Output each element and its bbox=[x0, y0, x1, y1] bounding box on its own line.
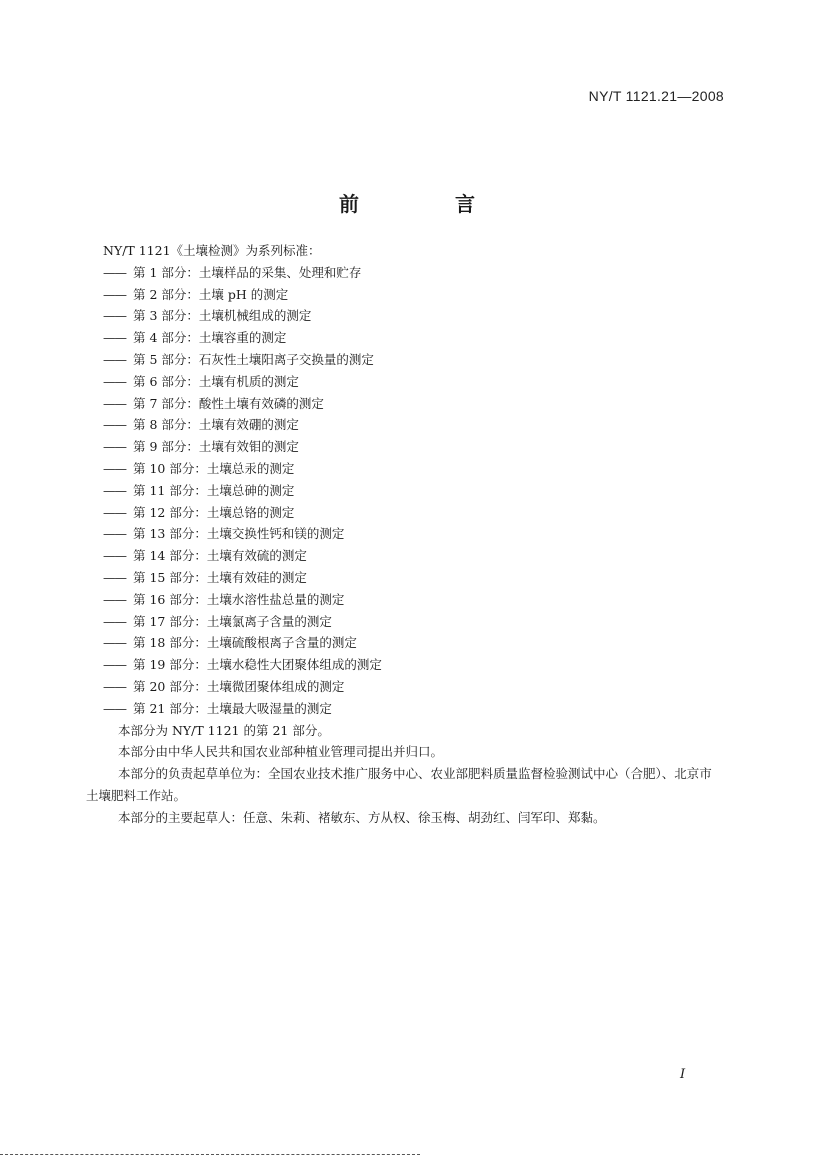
em-dash: —— bbox=[103, 591, 126, 607]
paragraph-drafting-units: 本部分的负责起草单位为：全国农业技术推广服务中心、农业部肥料质量监督检验测试中心（合肥）、北京市土壤肥料工作站。 bbox=[86, 766, 712, 803]
part-title: 第 9 部分：土壤有效钼的测定 bbox=[133, 439, 299, 455]
em-dash: —— bbox=[103, 264, 126, 280]
part-list-item bbox=[86, 654, 726, 676]
part-list-item bbox=[86, 305, 726, 327]
part-title: 第 19 部分：土壤水稳性大团聚体组成的测定 bbox=[133, 657, 382, 673]
part-title: 第 3 部分：土壤机械组成的测定 bbox=[133, 308, 312, 324]
part-title: 第 18 部分：土壤硫酸根离子含量的测定 bbox=[133, 635, 357, 651]
em-dash: —— bbox=[103, 460, 126, 476]
standard-code: NY/T 1121.21—2008 bbox=[588, 88, 724, 104]
part-title: 第 15 部分：土壤有效硅的测定 bbox=[133, 569, 307, 585]
part-title: 第 7 部分：酸性土壤有效磷的测定 bbox=[133, 395, 324, 411]
em-dash: —— bbox=[103, 351, 126, 367]
part-title: 第 20 部分：土壤微团聚体组成的测定 bbox=[133, 678, 345, 694]
part-list-item bbox=[86, 262, 726, 284]
part-title: 第 6 部分：土壤有机质的测定 bbox=[133, 373, 299, 389]
scan-edge-rule bbox=[0, 1154, 420, 1155]
part-list-item bbox=[86, 523, 726, 545]
em-dash: —— bbox=[103, 526, 126, 542]
part-title: 第 14 部分：土壤有效硫的测定 bbox=[133, 548, 307, 564]
part-list-item bbox=[86, 436, 726, 458]
part-list-item bbox=[86, 371, 726, 393]
document-body bbox=[86, 240, 726, 829]
em-dash: —— bbox=[103, 373, 126, 389]
part-list-item bbox=[86, 458, 726, 480]
part-title: 第 8 部分：土壤有效硼的测定 bbox=[133, 417, 299, 433]
em-dash: —— bbox=[103, 635, 126, 651]
em-dash: —— bbox=[103, 395, 126, 411]
em-dash: —— bbox=[103, 439, 126, 455]
em-dash: —— bbox=[103, 569, 126, 585]
part-list-item bbox=[86, 589, 726, 611]
part-title: 第 13 部分：土壤交换性钙和镁的测定 bbox=[133, 526, 345, 542]
em-dash: —— bbox=[103, 678, 126, 694]
em-dash: —— bbox=[103, 700, 126, 716]
part-list-item bbox=[86, 611, 726, 633]
em-dash: —— bbox=[103, 657, 126, 673]
part-list-item bbox=[86, 480, 726, 502]
em-dash: —— bbox=[103, 330, 126, 346]
part-title: 第 2 部分：土壤 pH 的测定 bbox=[133, 286, 289, 302]
part-title: 第 4 部分：土壤容重的测定 bbox=[133, 330, 287, 346]
part-list-item bbox=[86, 567, 726, 589]
paragraph-this-part: 本部分为 NY/T 1121 的第 21 部分。 bbox=[118, 722, 330, 738]
part-title: 第 16 部分：土壤水溶性盐总量的测定 bbox=[133, 591, 345, 607]
part-list-item bbox=[86, 502, 726, 524]
intro-line: NY/T 1121《土壤检测》为系列标准： bbox=[103, 243, 321, 258]
part-title: 第 12 部分：土壤总铬的测定 bbox=[133, 504, 295, 520]
part-title: 第 17 部分：土壤氯离子含量的测定 bbox=[133, 613, 332, 629]
part-list-item bbox=[86, 632, 726, 654]
part-list-item bbox=[86, 414, 726, 436]
part-list-item bbox=[86, 327, 726, 349]
part-title: 第 21 部分：土壤最大吸湿量的测定 bbox=[133, 700, 332, 716]
em-dash: —— bbox=[103, 482, 126, 498]
page-title: 前 言 bbox=[339, 192, 513, 216]
part-title: 第 10 部分：土壤总汞的测定 bbox=[133, 460, 295, 476]
page-number: I bbox=[680, 1067, 686, 1082]
part-list-item bbox=[86, 698, 726, 720]
em-dash: —— bbox=[103, 286, 126, 302]
paragraph-proposed-by: 本部分由中华人民共和国农业部种植业管理司提出并归口。 bbox=[118, 744, 444, 760]
paragraph-drafters: 本部分的主要起草人：任意、朱莉、褚敏东、方从权、徐玉梅、胡劲红、闫军印、郑黏。 bbox=[118, 809, 606, 825]
em-dash: —— bbox=[103, 417, 126, 433]
part-list-item bbox=[86, 676, 726, 698]
part-list-item bbox=[86, 349, 726, 371]
part-title: 第 11 部分：土壤总砷的测定 bbox=[133, 482, 295, 498]
part-list-item bbox=[86, 284, 726, 306]
part-title: 第 1 部分：土壤样品的采集、处理和贮存 bbox=[133, 264, 362, 280]
em-dash: —— bbox=[103, 548, 126, 564]
em-dash: —— bbox=[103, 308, 126, 324]
part-list-item bbox=[86, 393, 726, 415]
parts-list bbox=[86, 262, 726, 720]
part-title: 第 5 部分：石灰性土壤阳离子交换量的测定 bbox=[133, 351, 374, 367]
em-dash: —— bbox=[103, 504, 126, 520]
part-list-item bbox=[86, 545, 726, 567]
em-dash: —— bbox=[103, 613, 126, 629]
